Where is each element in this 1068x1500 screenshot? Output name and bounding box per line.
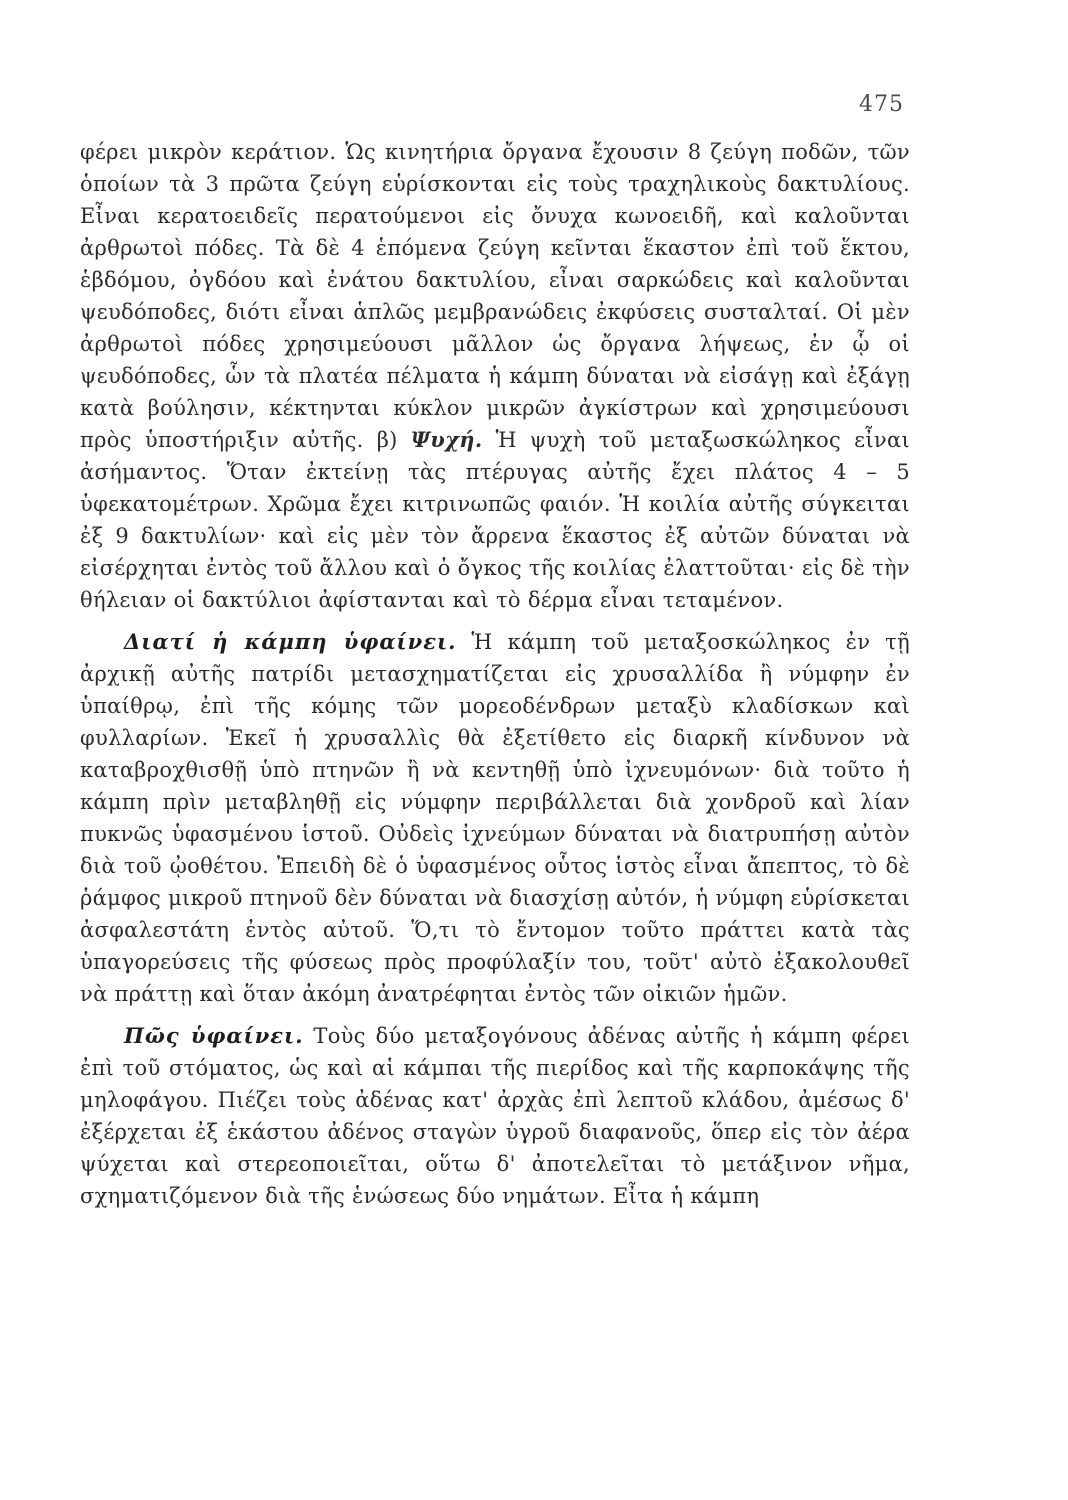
body-text bbox=[80, 136, 910, 1222]
paragraph bbox=[80, 626, 910, 1010]
section-heading-why-weaves: Διατί ἡ κάμπη ὑφαίνει. bbox=[124, 629, 457, 654]
paragraph-text: φέρει μικρὸν κεράτιον. Ὡς κινητήρια ὄργανα ἔχουσιν 8 ζεύγη ποδῶν, τῶν ὁποίων τὰ 3 πρῶτα ζεύγη εὑρίσκονται εἰς τοὺς τραχηλικοὺς δακτυλίους. Εἶναι κερατοειδεῖς περατούμενοι εἰς ὄνυχα κωνοειδῆ, καὶ καλοῦνται ἀρθρωτοὶ πόδες. Τὰ δὲ 4 ἑπόμενα ζεύγη κεῖνται ἕκαστον ἐπὶ τοῦ ἕκτου, ἑβδόμου, ὀγδόου καὶ ἐνάτου δακτυλίου, εἶναι σαρκώδεις καὶ καλοῦνται ψευδόποδες, διότι εἶναι ἁπλῶς μεμβρανώδεις ἐκφύσεις συσταλταί. Οἱ μὲν ἀρθρωτοὶ πόδες χρησιμεύουσι μᾶλλον ὡς ὄργανα λήψεως, ἐν ᾧ οἱ ψευδόποδες, ὧν τὰ πλατέα πέλματα ἡ κάμπη δύναται νὰ εἰσάγῃ καὶ ἐξάγῃ κατὰ βούλησιν, κέκτηνται κύκλον μικρῶν ἀγκίστρων καὶ χρησιμεύουσι πρὸς ὑποστήριξιν αὐτῆς. β) bbox=[80, 140, 910, 452]
paragraph-text: Ἡ κάμπη τοῦ μεταξοσκώληκος ἐν τῇ ἀρχικῇ αὐτῆς πατρίδι μετασχηματίζεται εἰς χρυσαλλίδα ἢ νύμφην ἐν ὑπαίθρῳ, ἐπὶ τῆς κόμης τῶν μορεοδένδρων μεταξὺ κλαδίσκων καὶ φυλλαρίων. Ἐκεῖ ἡ χρυσαλλὶς θὰ ἐξετίθετο εἰς διαρκῆ κίνδυνον νὰ καταβροχθισθῇ ὑπὸ πτηνῶν ἢ νὰ κεντηθῇ ὑπὸ ἰχνευμόνων· διὰ τοῦτο ἡ κάμπη πρὶν μεταβληθῇ εἰς νύμφην περιβάλλεται διὰ χονδροῦ καὶ λίαν πυκνῶς ὑφασμένου ἱστοῦ. Οὐδεὶς ἰχνεύμων δύναται νὰ διατρυπήσῃ αὐτὸν διὰ τοῦ ᾠοθέτου. Ἐπειδὴ δὲ ὁ ὑφασμένος οὗτος ἱστὸς εἶναι ἄπεπτος, τὸ δὲ ῥάμφος μικροῦ πτηνοῦ δὲν δύναται νὰ διασχίσῃ αὐτόν, ἡ νύμφη εὑρίσκεται ἀσφαλεστάτη ἐντὸς αὐτοῦ. Ὅ,τι τὸ ἔντομον τοῦτο πράττει κατὰ τὰς ὑπαγορεύσεις τῆς φύσεως πρὸς προφύλαξίν του, τοῦτ' αὐτὸ ἐξακολουθεῖ νὰ πράττῃ καὶ ὅταν ἀκόμη ἀνατρέφηται ἐντὸς τῶν οἰκιῶν ἡμῶν. bbox=[80, 630, 910, 1006]
paragraph-text-continued: Ἡ ψυχὴ τοῦ μεταξωσκώληκος εἶναι ἀσήμαντος. Ὅταν ἐκτείνῃ τὰς πτέρυγας αὐτῆς ἔχει πλάτος 4 – 5 ὑφεκατομέτρων. Χρῶμα ἔχει κιτρινωπῶς φαιόν. Ἡ κοιλία αὐτῆς σύγκειται ἐξ 9 δακτυλίων· καὶ εἰς μὲν τὸν ἄρρενα ἕκαστος ἐξ αὐτῶν δύναται νὰ εἰσέρχηται ἐντὸς τοῦ ἄλλου καὶ ὁ ὄγκος τῆς κοιλίας ἐλαττοῦται· εἰς δὲ τὴν θήλειαν οἱ δακτύλιοι ἀφίστανται καὶ τὸ δέρμα εἶναι τεταμένον. bbox=[80, 428, 910, 612]
paragraph bbox=[80, 136, 910, 616]
paragraph bbox=[80, 1020, 910, 1212]
inline-heading-psyche: Ψυχή. bbox=[410, 427, 483, 452]
paragraph-text: Τοὺς δύο μεταξογόνους ἀδένας αὐτῆς ἡ κάμπη φέρει ἐπὶ τοῦ στόματος, ὡς καὶ αἱ κάμπαι τῆς πιερίδος καὶ τῆς καρποκάψης τῆς μηλοφάγου. Πιέζει τοὺς ἀδένας κατ' ἀρχὰς ἐπὶ λεπτοῦ κλάδου, ἀμέσως δ' ἐξέρχεται ἐξ ἑκάστου ἀδένος σταγὼν ὑγροῦ διαφανοῦς, ὅπερ εἰς τὸν ἀέρα ψύχεται καὶ στερεοποιεῖται, οὕτω δ' ἀποτελεῖται τὸ μετάξινον νῆμα, σχηματιζόμενον διὰ τῆς ἑνώσεως δύο νημάτων. Εἶτα ἡ κάμπη bbox=[80, 1024, 910, 1208]
page-number: 475 bbox=[859, 92, 904, 117]
section-heading-how-weaves: Πῶς ὑφαίνει. bbox=[124, 1023, 304, 1048]
